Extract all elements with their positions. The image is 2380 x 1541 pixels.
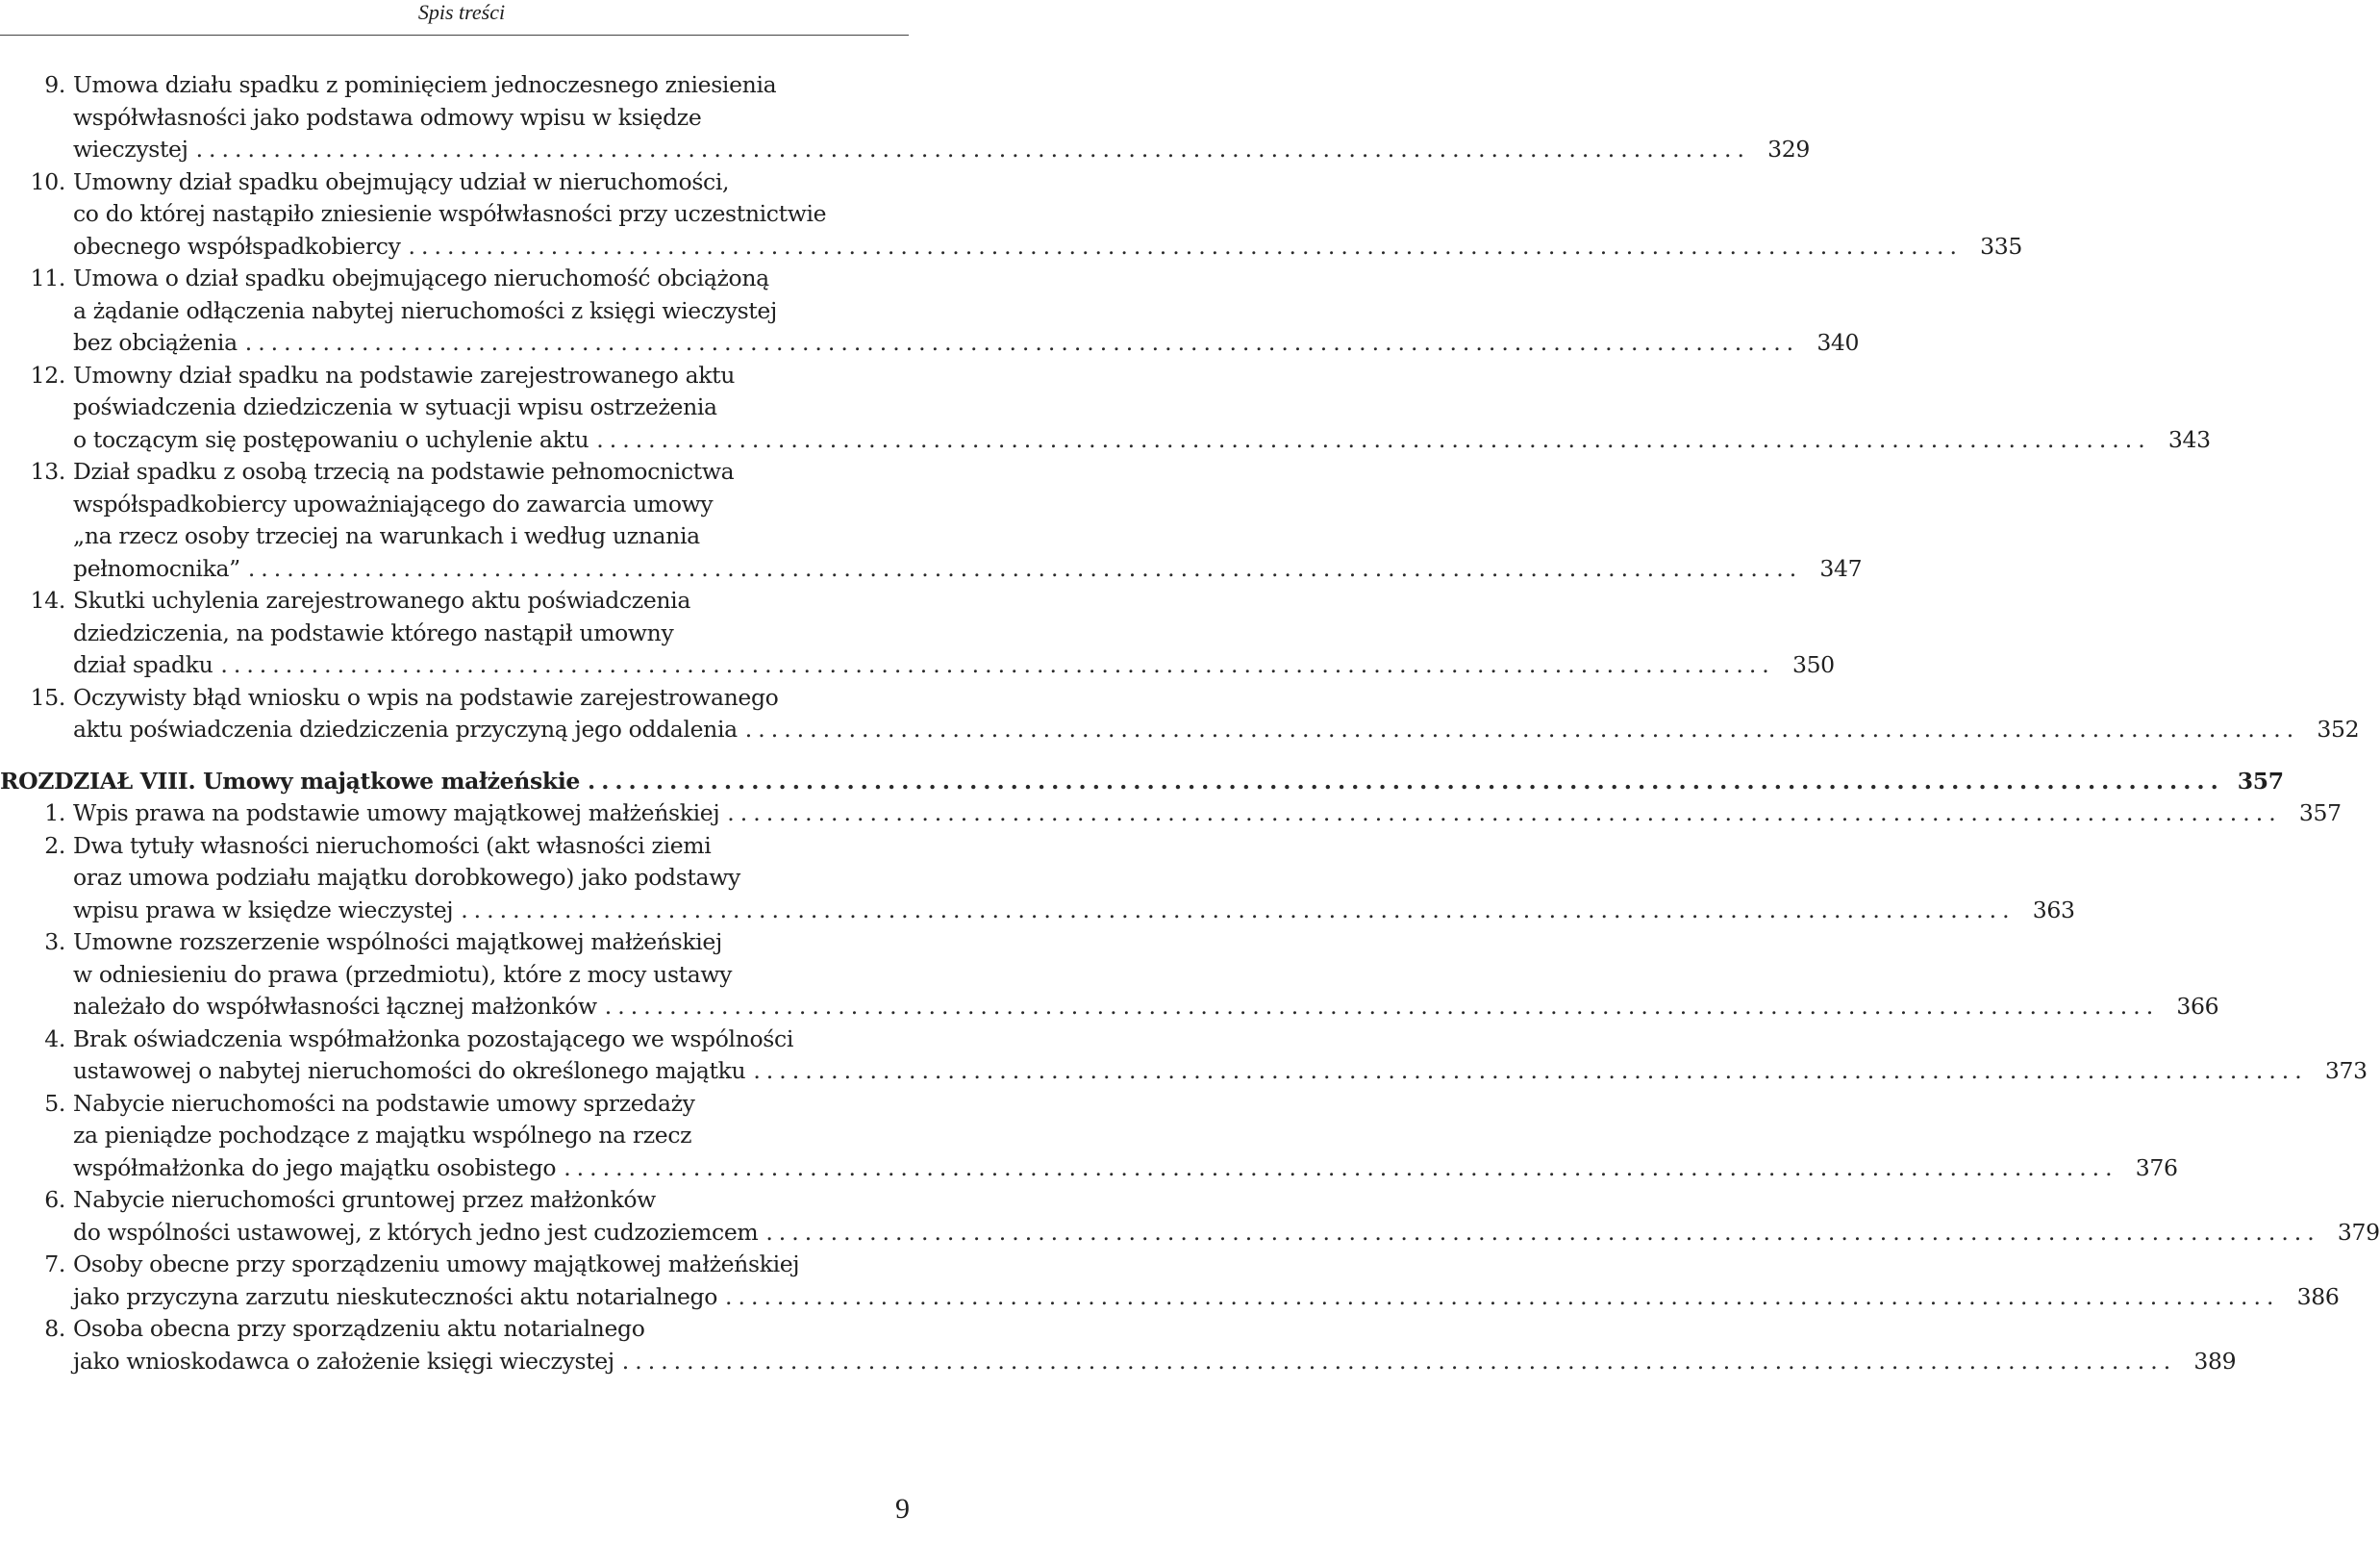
toc-entry[interactable] [0,1313,2237,1377]
toc-entries-chapter-viii [0,797,2380,1377]
entry-title-line: wpisu prawa w księdze wieczystej [73,896,454,923]
page-number: 9 [895,1493,910,1525]
entry-page: 386 [2296,1282,2340,1310]
entry-title-line: do wspólności ustawowej, z których jedno jest cudzoziemcem [73,1218,759,1246]
entry-page: 329 [1767,136,1810,163]
toc-entry[interactable] [0,585,1835,682]
entry-title-line: Dział spadku z osobą trzecią na podstawie pełnomocnictwa [73,458,735,485]
toc-entry[interactable] [0,682,2360,746]
entry-page: 379 [2337,1218,2380,1246]
toc-entry[interactable] [0,1184,2380,1249]
entry-title-line: oraz umowa podziału majątku dorobkowego) jako podstawy [73,864,740,891]
entry-title-line: Umowa działu spadku z pominięciem jednoczesnego zniesienia [73,71,777,98]
entry-page: 335 [1980,232,2022,260]
dot-leader: ........................................................................................................................ [588,767,2224,795]
entry-page: 376 [2135,1153,2178,1181]
entry-title-line: bez obciążenia [73,329,238,356]
entry-title-line: co do której nastąpiło zniesienie współwłasności przy uczestnictwie [73,200,827,227]
dot-leader: ........................................................................................................................ [621,1347,2177,1375]
dot-leader: ........................................................................................................................ [461,896,2016,923]
entry-title-line: Oczywisty błąd wniosku o wpis na podstawie zarejestrowanego [73,683,779,711]
entry-page: 340 [1816,329,1860,356]
entry-number: 5. [44,1089,65,1117]
entry-title-line: obecnego współspadkobiercy [73,232,401,260]
entry-number: 13. [30,458,65,485]
dot-leader: ........................................................................................................................ [753,1057,2308,1084]
entry-number: 6. [44,1186,65,1213]
entry-number: 11. [30,265,65,291]
entry-title-line: dziedziczenia, na podstawie którego nastąpił umowny [73,619,674,646]
entry-title-line: Umowne rozszerzenie wspólności majątkowej małżeńskiej [73,928,722,955]
toc-entry[interactable] [0,166,2022,264]
toc-entries-chapter-vii [0,69,2360,746]
entry-page: 366 [2176,993,2219,1020]
entry-title-line: ustawowej o nabytej nieruchomości do określonego majątku [73,1057,746,1084]
dot-leader: ........................................................................................................................ [247,554,1803,582]
toc-entry[interactable] [0,263,1860,360]
entry-number: 8. [44,1315,65,1342]
entry-title-line: „na rzecz osoby trzeciej na warunkach i według uznania [73,522,700,549]
entry-title-line: poświadczenia dziedziczenia w sytuacji wpisu ostrzeżenia [73,393,717,420]
entry-number: 14. [30,587,65,614]
toc-entry[interactable] [0,360,2211,457]
dot-leader: ........................................................................................................................ [727,799,2282,826]
entry-title-line: za pieniądze pochodzące z majątku wspólnego na rzecz [73,1122,692,1149]
entry-number: 9. [44,71,65,98]
entry-title-line: Umowa o dział spadku obejmującego nieruchomość obciążoną [73,265,769,291]
entry-title-line: Nabycie nieruchomości na podstawie umowy sprzedaży [73,1089,695,1117]
entry-number: 15. [30,683,65,711]
dot-leader: ........................................................................................................................ [244,329,1800,356]
chapter-title: ROZDZIAŁ VIII. Umowy majątkowe małżeńskie [0,767,581,795]
entry-number: 3. [44,928,65,955]
entry-title-line: Nabycie nieruchomości gruntowej przez małżonków [73,1186,656,1213]
dot-leader: ........................................................................................................................ [220,651,1775,678]
entry-page: 343 [2167,425,2211,453]
entry-title-line: Umowny dział spadku obejmujący udział w nieruchomości, [73,167,730,195]
toc-entry[interactable] [0,456,1863,585]
entry-title-line: Skutki uchylenia zarejestrowanego aktu poświadczenia [73,587,690,614]
entry-number: 10. [30,167,65,195]
dot-leader: ........................................................................................................................ [408,232,1963,260]
entry-page: 373 [2324,1057,2367,1084]
entry-title-line: wieczystej [73,136,188,163]
dot-leader: ........................................................................................................................ [564,1153,2118,1181]
entry-title-line: a żądanie odłączenia nabytej nieruchomości z księgi wieczystej [73,296,777,324]
toc-entry[interactable] [0,926,2219,1023]
running-header [0,0,923,37]
entry-title-line: aktu poświadczenia dziedziczenia przyczyną jego oddalenia [73,716,738,743]
entry-page: 363 [2032,896,2075,923]
entry-title-line: jako wnioskodawca o założenie księgi wieczystej [73,1347,614,1375]
toc-entry[interactable] [0,1249,2340,1313]
entry-title-line: dział spadku [73,651,213,678]
entry-number: 2. [44,831,65,859]
entry-title-line: Osoby obecne przy sporządzeniu umowy majątkowej małżeńskiej [73,1250,800,1277]
toc-entry[interactable] [0,830,2075,927]
entry-title-line: o toczącym się postępowaniu o uchylenie aktu [73,425,589,453]
entry-title-line: Umowny dział spadku na podstawie zarejestrowanego aktu [73,361,736,389]
entry-title-line: Dwa tytuły własności nieruchomości (akt własności ziemi [73,831,712,859]
chapter-page: 357 [2237,767,2284,795]
dot-leader: ........................................................................................................................ [744,716,2300,743]
entry-page: 350 [1791,651,1835,678]
entry-number: 4. [44,1024,65,1052]
dot-leader: ........................................................................................................................ [765,1218,2320,1246]
dot-leader: ........................................................................................................................ [725,1282,2280,1310]
entry-title-line: należało do współwłasności łącznej małżonków [73,993,597,1020]
entry-page: 357 [2298,799,2342,826]
entry-number: 12. [30,361,65,389]
entry-page: 389 [2193,1347,2237,1375]
entry-page: 347 [1819,554,1863,582]
entry-title-line: Osoba obecna przy sporządzeniu aktu notarialnego [73,1315,645,1342]
entry-number: 1. [44,799,65,826]
running-header-title: Spis treści [417,0,506,24]
chapter-heading[interactable] [0,766,2284,798]
entry-title-line: w odniesieniu do prawa (przedmiotu), które z mocy ustawy [73,960,733,988]
entry-title-line: jako przyczyna zarzutu nieskuteczności aktu notarialnego [73,1282,718,1310]
dot-leader: ........................................................................................................................ [596,425,2151,453]
entry-number: 7. [44,1250,65,1277]
table-of-contents [0,69,2380,1377]
header-rule [0,35,909,36]
dot-leader: ........................................................................................................................ [195,136,1750,163]
toc-entry[interactable] [0,1088,2178,1185]
entry-title-line: współwłasności jako podstawa odmowy wpisu w księdze [73,103,702,131]
toc-entry[interactable] [0,69,1810,166]
toc-entry[interactable] [0,797,2342,830]
entry-title-line: współmałżonka do jego majątku osobistego [73,1153,557,1181]
entry-title-line: Wpis prawa na podstawie umowy majątkowej małżeńskiej [73,799,720,826]
dot-leader: ........................................................................................................................ [604,993,2160,1020]
entry-title-line: pełnomocnika” [73,554,240,582]
toc-entry[interactable] [0,1023,2367,1088]
entry-title-line: Brak oświadczenia współmałżonka pozostającego we wspólności [73,1024,793,1052]
entry-title-line: współspadkobiercy upoważniającego do zawarcia umowy [73,490,714,518]
entry-page: 352 [2317,716,2360,743]
